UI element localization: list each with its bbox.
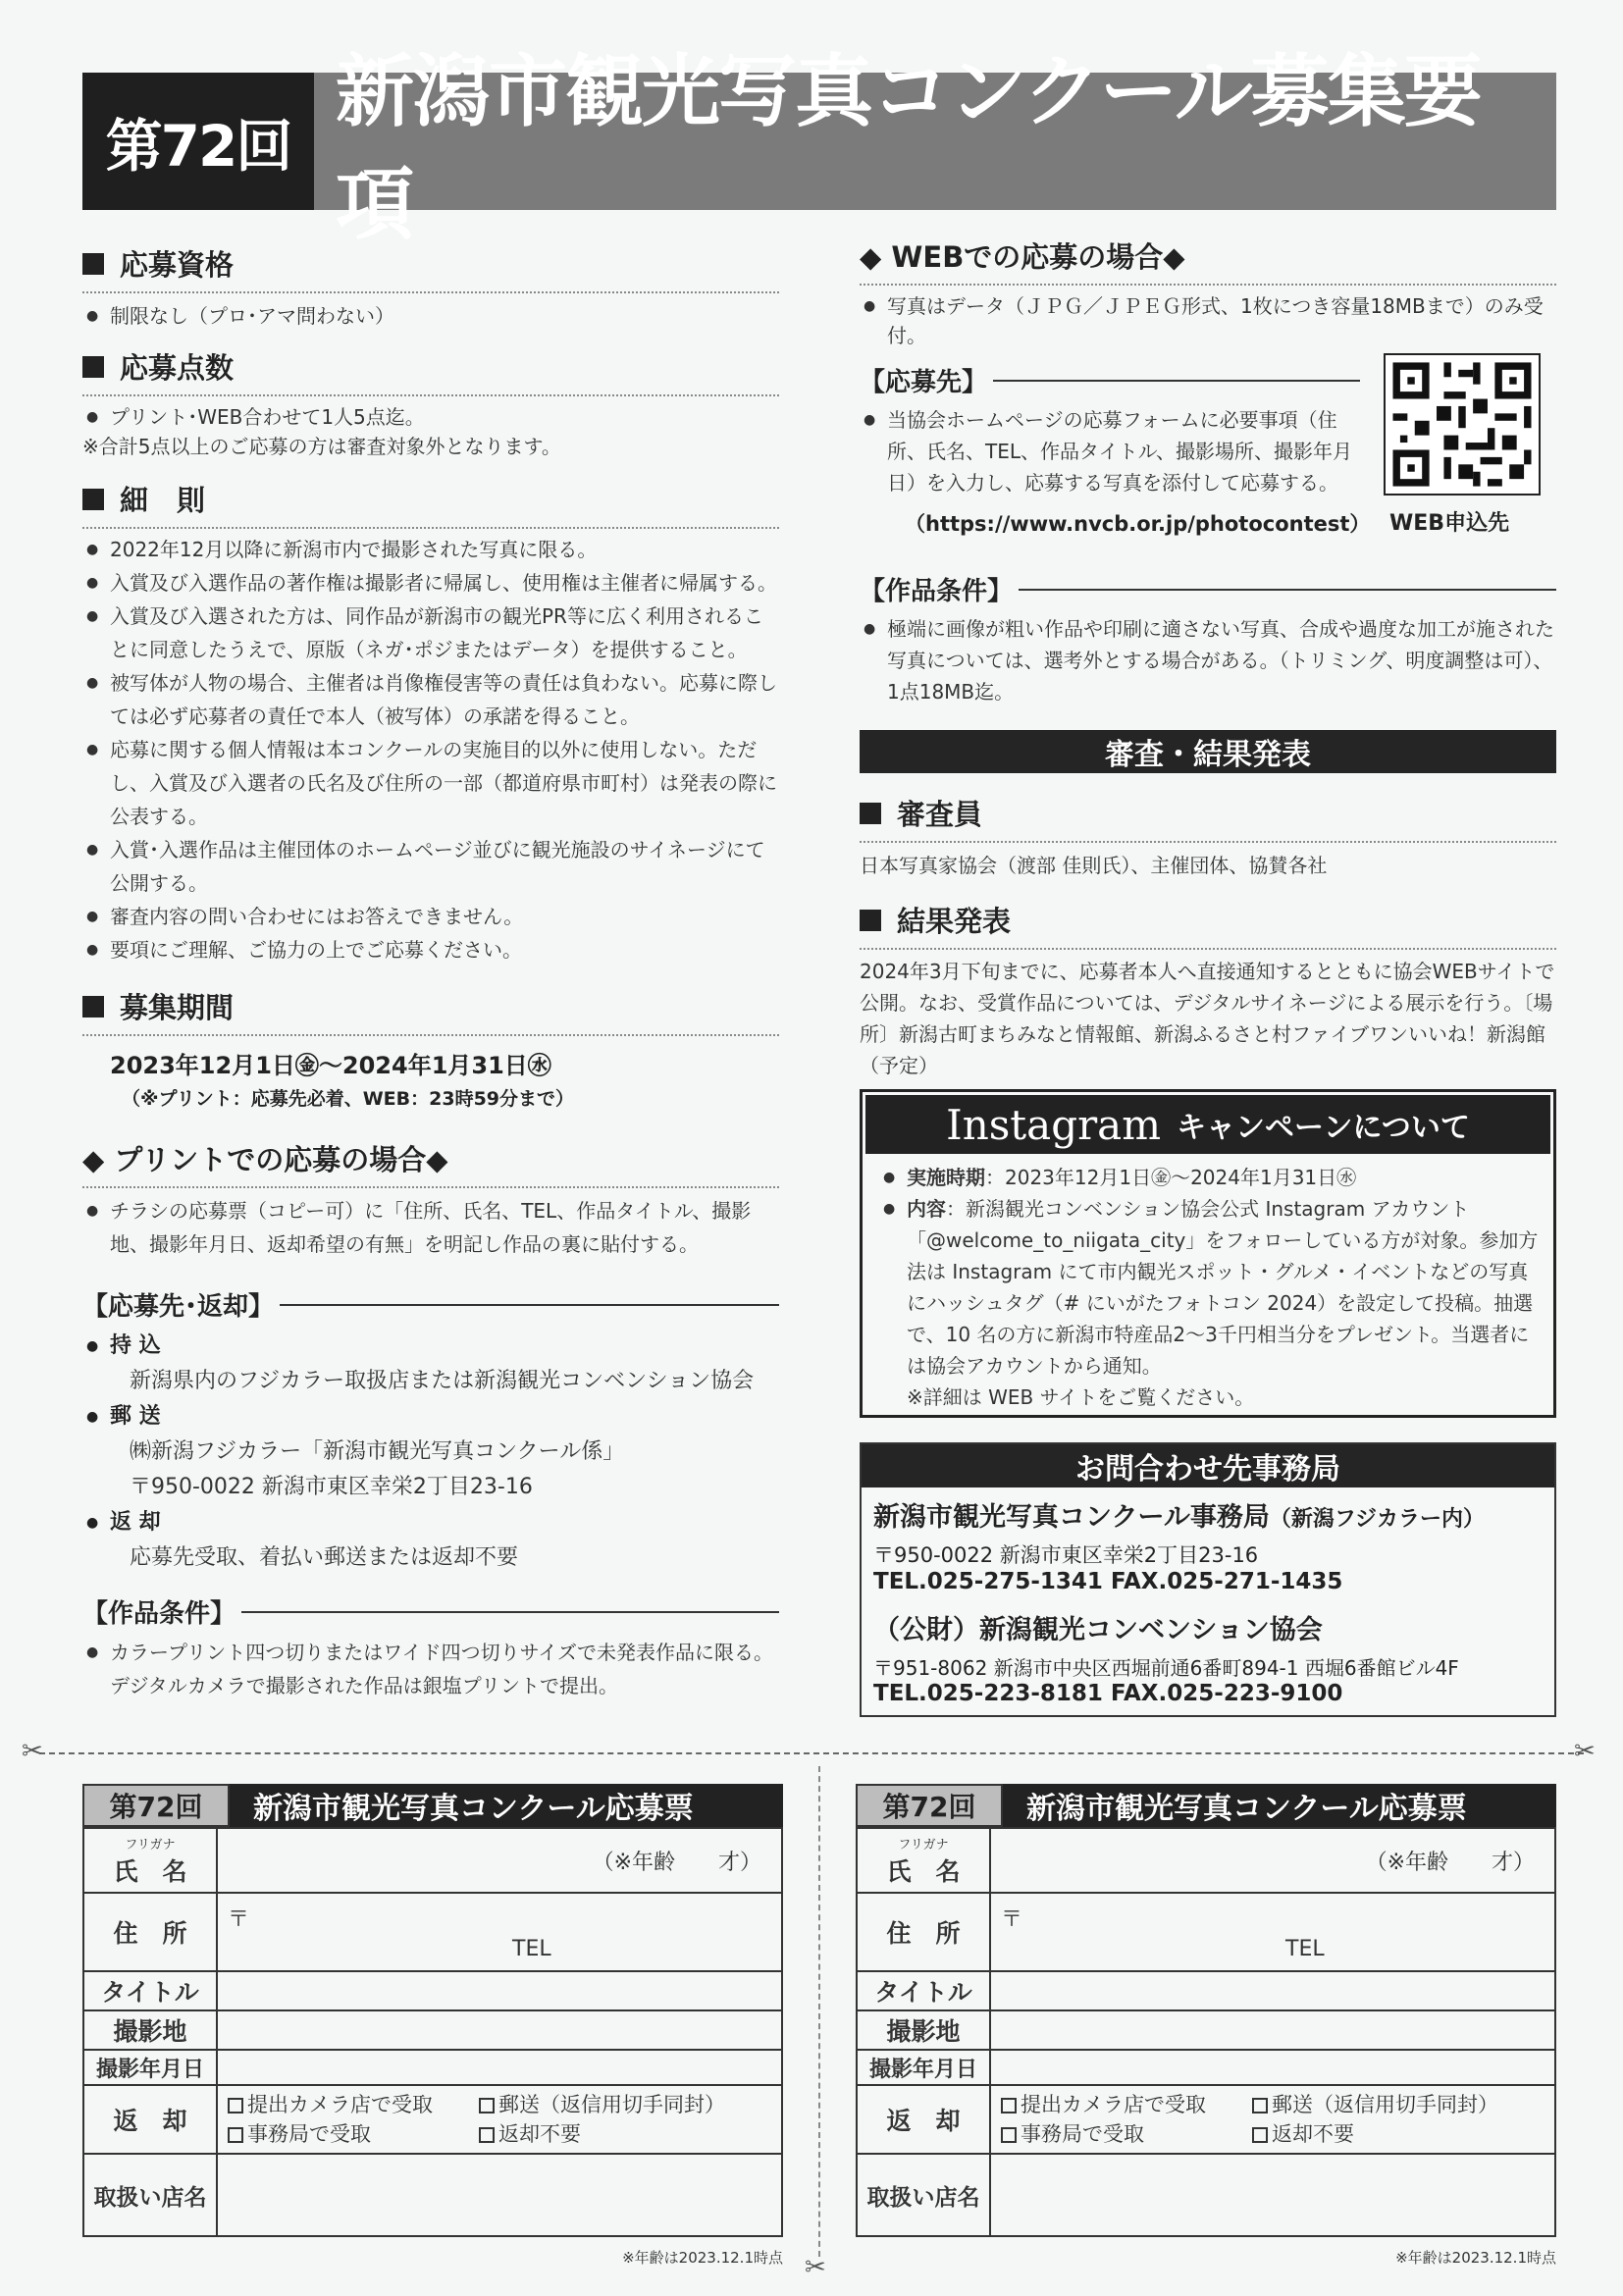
square-icon (82, 356, 104, 378)
rules-heading: 細 則 (82, 479, 779, 529)
entry-form-right (856, 1784, 1556, 2268)
edition-label: 第72回 (82, 73, 314, 210)
form-table (82, 1827, 783, 2237)
count-heading: 応募点数 (82, 346, 779, 396)
opt-camera-shop[interactable]: 提出カメラ店で受取 (228, 2090, 479, 2119)
inquiry-org2: （公財）新潟観光コンベンション協会 (873, 1615, 1323, 1645)
scissors-icon: ✂ (805, 2253, 826, 2282)
qr-code[interactable] (1384, 353, 1541, 496)
page-title: 新潟市観光写真コンクール募集要項 (336, 46, 1481, 250)
scissors-icon: ✂ (22, 1737, 43, 1766)
form-header (82, 1784, 783, 1827)
web-conditions (860, 571, 1556, 707)
inquiry-org2-address: 〒951-8062 新潟市中央区西堀前通6番町894-1 西堀6番館ビル4F (873, 1656, 1459, 1680)
name-label: フリガナ 氏 名 (857, 1828, 990, 1893)
web-cond-heading: 【作品条件】 (860, 571, 1556, 607)
place-field[interactable] (990, 2010, 1555, 2050)
print-heading: ◆ プリントでの応募の場合◆ (82, 1138, 779, 1188)
address-field[interactable]: 〒 TEL (217, 1893, 782, 1971)
announce-heading: 結果発表 (860, 900, 1556, 950)
instagram-period: ● 実施時期：2023年12月1日㊎～2024年1月31日㊌ (879, 1162, 1546, 1193)
rule-item: ● 応募に関する個人情報は本コンクールの実施目的以外に使用しない。ただし、入賞及び入選者の氏名及び住所の一部（都道府県市町村）は発表の際に公表する。 (82, 733, 779, 833)
rules-list (82, 533, 779, 966)
name-field[interactable]: （※年齢 才） (990, 1828, 1555, 1893)
rule-item: ● 2022年12月以降に新潟市内で撮影された写真に限る。 (82, 533, 779, 566)
eligibility-heading: 応募資格 (82, 243, 779, 293)
rule-item: ● 入賞及び入選された方は、同作品が新潟市の観光PR等に広く利用されることに同意したうえで、原版（ネガ･ポジまたはデータ）を提供すること。 (82, 600, 779, 666)
instagram-title-small: キャンペーンについて (1177, 1111, 1470, 1145)
place-label: 撮影地 (83, 2010, 217, 2050)
scissors-icon: ✂ (1574, 1737, 1596, 1766)
return-label: 返 却 (83, 2085, 217, 2154)
place-label: 撮影地 (857, 2010, 990, 2050)
shop-field[interactable] (217, 2154, 782, 2236)
form-edition: 第72回 (82, 1784, 230, 1827)
shop-field[interactable] (990, 2154, 1555, 2236)
instagram-title (865, 1095, 1550, 1154)
conditions-heading: 【作品条件】 (82, 1593, 779, 1630)
bring-text: 新潟県内のフジカラー取扱店または新潟観光コンベンション協会 (130, 1369, 755, 1393)
bring-label: ● 持 込 (82, 1329, 779, 1364)
return-label: ● 返 却 (82, 1505, 779, 1540)
web-url[interactable]: （https://www.nvcb.or.jp/photocontest） (905, 512, 1371, 536)
rule-item: ● 入賞及び入選作品の著作権は撮影者に帰属し、使用権は主催者に帰属する。 (82, 566, 779, 600)
center-cut-line (818, 1766, 820, 2257)
mail-text: ㈱新潟フジカラー「新潟市観光写真コンクール係」 (130, 1439, 625, 1464)
entry-form-left (82, 1784, 783, 2268)
instagram-body (879, 1162, 1546, 1413)
shop-label: 取扱い店名 (857, 2154, 990, 2236)
mail-label: ● 郵 送 (82, 1399, 779, 1435)
judges-heading: 審査員 (860, 793, 1556, 843)
web-item: ● 写真はデータ（ＪＰＧ／ＪＰＥＧ形式、1枚につき容量18MBまで）のみ受付。 (860, 291, 1556, 350)
date-label: 撮影年月日 (83, 2050, 217, 2085)
title-field[interactable] (990, 1971, 1555, 2010)
form-title: 新潟市観光写真コンクール応募票 (230, 1784, 783, 1827)
opt-camera-shop[interactable]: 提出カメラ店で受取 (1001, 2090, 1252, 2119)
rule-item: ● 審査内容の問い合わせにはお答えできません。 (82, 900, 779, 933)
left-column (82, 243, 779, 1702)
form-note: ※年齢は2023.12.1時点 (622, 2249, 783, 2267)
inquiry-bar: お問合わせ先事務局 (862, 1444, 1554, 1487)
date-field[interactable] (217, 2050, 782, 2085)
opt-office[interactable]: 事務局で受取 (1001, 2119, 1252, 2149)
opt-mail[interactable]: 郵送（返信用切手同封） (479, 2090, 725, 2119)
period-dates: 2023年12月1日㊎～2024年1月31日㊌ (110, 1052, 551, 1079)
form-edition: 第72回 (856, 1784, 1003, 1827)
period-heading: 募集期間 (82, 986, 779, 1036)
square-icon (82, 253, 104, 275)
form-table (856, 1827, 1556, 2237)
opt-office[interactable]: 事務局で受取 (228, 2119, 479, 2149)
return-options (217, 2085, 782, 2154)
date-field[interactable] (990, 2050, 1555, 2085)
inquiry-org2-tel: TEL.025-223-8181 FAX.025-223-9100 (873, 1681, 1343, 1706)
return-options (990, 2085, 1555, 2154)
judges-section (860, 793, 1556, 1081)
opt-no-return[interactable]: 返却不要 (479, 2119, 581, 2149)
square-icon (860, 910, 881, 931)
form-title: 新潟市観光写真コンクール応募票 (1003, 1784, 1556, 1827)
name-field[interactable]: （※年齢 才） (217, 1828, 782, 1893)
web-dest-item: ● 当協会ホームページの応募フォームに必要事項（住所、氏名、TEL、作品タイトル、撮影場所、撮影年月日）を入力し、応募する写真を添付して応募する。 (860, 404, 1360, 498)
period-note: （※プリント：応募先必着、WEB：23時59分まで） (122, 1088, 575, 1110)
count-item: ● プリント･WEB合わせて1人5点迄。 (82, 402, 779, 432)
return-text: 応募先受取、着払い郵送または返却不要 (130, 1545, 519, 1570)
eligibility-item: ● 制限なし（プロ･アマ問わない） (82, 299, 779, 333)
address-label: 住 所 (83, 1893, 217, 1971)
title-label: タイトル (857, 1971, 990, 2010)
qr-label: WEB申込先 (1389, 511, 1510, 536)
place-field[interactable] (217, 2010, 782, 2050)
opt-mail[interactable]: 郵送（返信用切手同封） (1252, 2090, 1498, 2119)
instagram-content: ● 内容：新潟観光コンベンション協会公式 Instagram アカウント「@welcome_to_niigata_city」をフォローしている方が対象。参加方法は Instagram にて市内観光スポット・グルメ・イベントなどの写真にハッシュタグ（# にいがたフォトコン 2024）を設定して投稿。抽選で、10 名の方に新潟市特産品2～3千円相当分をプレゼント。当選者には協会アカウントから通知。 (879, 1193, 1546, 1382)
announce-text: 2024年3月下旬までに、応募者本人へ直接通知するとともに協会WEBサイトで公開。なお、受賞作品については、デジタルサイネージによる展示を行う。〔場所〕新潟古町まちみなと情報館、新潟ふるさと村ファイブワンいいね！新潟館（予定） (860, 960, 1555, 1077)
return-label: 返 却 (857, 2085, 990, 2154)
title-label: タイトル (83, 1971, 217, 2010)
address-label: 住 所 (857, 1893, 990, 1971)
rule-item: ● 入賞･入選作品は主催団体のホームページ並びに観光施設のサイネージにて公開する。 (82, 833, 779, 900)
opt-no-return[interactable]: 返却不要 (1252, 2119, 1354, 2149)
square-icon (860, 803, 881, 824)
square-icon (82, 996, 104, 1018)
mail-address: 〒950-0022 新潟市東区幸栄2丁目23-16 (130, 1475, 533, 1499)
judges-text: 日本写真家協会（渡部 佳則氏）、主催団体、協賛各社 (860, 854, 1328, 877)
form-note: ※年齢は2023.12.1時点 (1395, 2249, 1556, 2267)
name-label: フリガナ 氏 名 (83, 1828, 217, 1893)
inquiry-org1-address: 〒950-0022 新潟市東区幸栄2丁目23-16 (873, 1543, 1259, 1567)
web-dest-heading: 【応募先】 (860, 362, 1360, 398)
cut-line (39, 1752, 1584, 1754)
inquiry-org1: 新潟市観光写真コンクール事務局（新潟フジカラー内） (873, 1502, 1486, 1533)
web-cond-item: ● 極端に画像が粗い作品や印刷に適さない写真、合成や過度な加工が施された写真については、選考外とする場合がある。（トリミング、明度調整は可）、1点18MB迄。 (860, 613, 1556, 707)
inquiry-org1-tel: TEL.025-275-1341 FAX.025-271-1435 (873, 1569, 1343, 1594)
address-field[interactable]: 〒 TEL (990, 1893, 1555, 1971)
conditions-item: ● カラープリント四つ切りまたはワイド四つ切りサイズで未発表作品に限る。デジタルカメラで撮影された作品は銀塩プリントで提出。 (82, 1636, 779, 1702)
results-bar: 審査・結果発表 (860, 730, 1556, 773)
instagram-note: ※詳細は WEB サイトをご覧ください。 (907, 1385, 1255, 1409)
rule-item: ● 要項にご理解、ご協力の上でご応募ください。 (82, 933, 779, 966)
title-field[interactable] (217, 1971, 782, 2010)
instagram-title-big: Instagram (946, 1100, 1162, 1149)
inquiry-body (873, 1495, 1550, 1706)
web-heading: ◆ WEBでの応募の場合◆ (860, 235, 1556, 286)
submit-heading: 【応募先･返却】 (82, 1286, 779, 1323)
print-item: ● チラシの応募票（コピー可）に「住所、氏名、TEL、作品タイトル、撮影地、撮影年月日、返却希望の有無」を明記し作品の裏に貼付する。 (82, 1194, 779, 1261)
square-icon (82, 489, 104, 510)
shop-label: 取扱い店名 (83, 2154, 217, 2236)
count-note: ※合計5点以上のご応募の方は審査対象外となります。 (82, 435, 561, 458)
rule-item: ● 被写体が人物の場合、主催者は肖像権侵害等の責任は負わない。応募に際しては必ず応募者の責任で本人（被写体）の承諾を得ること。 (82, 666, 779, 733)
date-label: 撮影年月日 (857, 2050, 990, 2085)
form-header (856, 1784, 1556, 1827)
